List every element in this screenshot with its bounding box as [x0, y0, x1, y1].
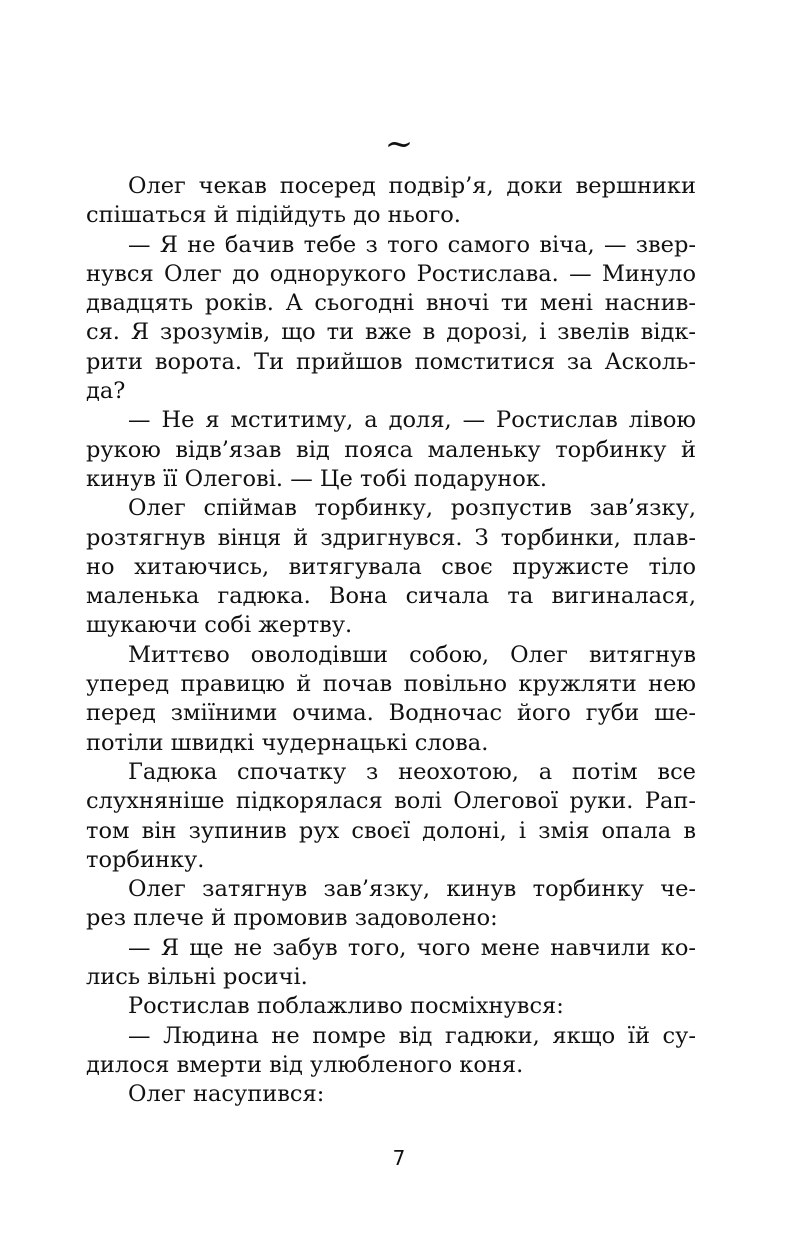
text-line: рукою відв’язав від пояса маленьку торбинку й	[86, 436, 696, 463]
text-line: розтягнув вінця й здригнувся. З торбинки, плав-	[86, 524, 696, 551]
text-line: лись вільні росичі.	[86, 964, 308, 991]
text-line: да?	[86, 378, 126, 405]
text-line: кинув її Олегові. — Це тобі подарунок.	[86, 465, 548, 492]
text-line: маленька гадюка. Вона сичала та вигиналася,	[86, 583, 696, 610]
text-line: шукаючи собі жертву.	[86, 612, 353, 639]
page-number: 7	[392, 1146, 406, 1170]
text-line: спішаться й підійдуть до нього.	[86, 202, 461, 229]
text-line: Олег чекав посеред подвір’я, доки вершники	[128, 173, 696, 199]
text-line: слухняніше підкорялася волі Олегової руки. Рап-	[86, 788, 696, 815]
text-line: том він зупинив рух своєї долоні, і змія опала в	[86, 817, 696, 844]
text-line: Олег насупився:	[128, 1081, 325, 1108]
section-separator: ~	[384, 124, 414, 164]
text-line: Гадюка спочатку з неохотою, а потім все	[128, 758, 696, 785]
text-line: Миттєво оволодівши собою, Олег витягнув	[128, 641, 696, 668]
body-text	[86, 172, 696, 1110]
text-line: Ростислав поблажливо посміхнувся:	[128, 993, 564, 1020]
text-line: перед зміїними очима. Водночас його губи ше-	[86, 700, 696, 727]
text-line: Олег затягнув зав’язку, кинув торбинку че-	[128, 876, 696, 903]
text-line: — Людина не помре від гадюки, якщо їй су-	[128, 1022, 696, 1049]
text-line: потіли швидкі чудернацькі слова.	[86, 729, 489, 756]
text-line: но хитаючись, витягувала своє пружисте тіло	[86, 553, 696, 580]
text-line: — Я не бачив тебе з того самого віча, — звер-	[128, 231, 696, 258]
text-line: рез плече й промовив задоволено:	[86, 905, 498, 932]
text-line: Олег спіймав торбинку, розпустив зав’язку,	[128, 495, 696, 522]
text-line: дилося вмерти від улюбленого коня.	[86, 1051, 524, 1078]
text-line: нувся Олег до однорукого Ростислава. — Минуло	[86, 260, 696, 287]
text-line: — Я ще не забув того, чого мене навчили ко-	[128, 934, 696, 961]
text-line: уперед правицю й почав повільно кружляти нею	[86, 671, 696, 698]
text-line: — Не я мститиму, а доля, — Ростислав лівою	[128, 407, 696, 434]
text-line: двадцять років. А сьогодні вночі ти мені наснив-	[86, 290, 696, 317]
text-line: торбинку.	[86, 846, 205, 873]
text-line: ся. Я зрозумів, що ти вже в дорозі, і звелів відк-	[86, 319, 696, 346]
text-line: рити ворота. Ти прийшов помститися за Асколь-	[86, 348, 696, 375]
